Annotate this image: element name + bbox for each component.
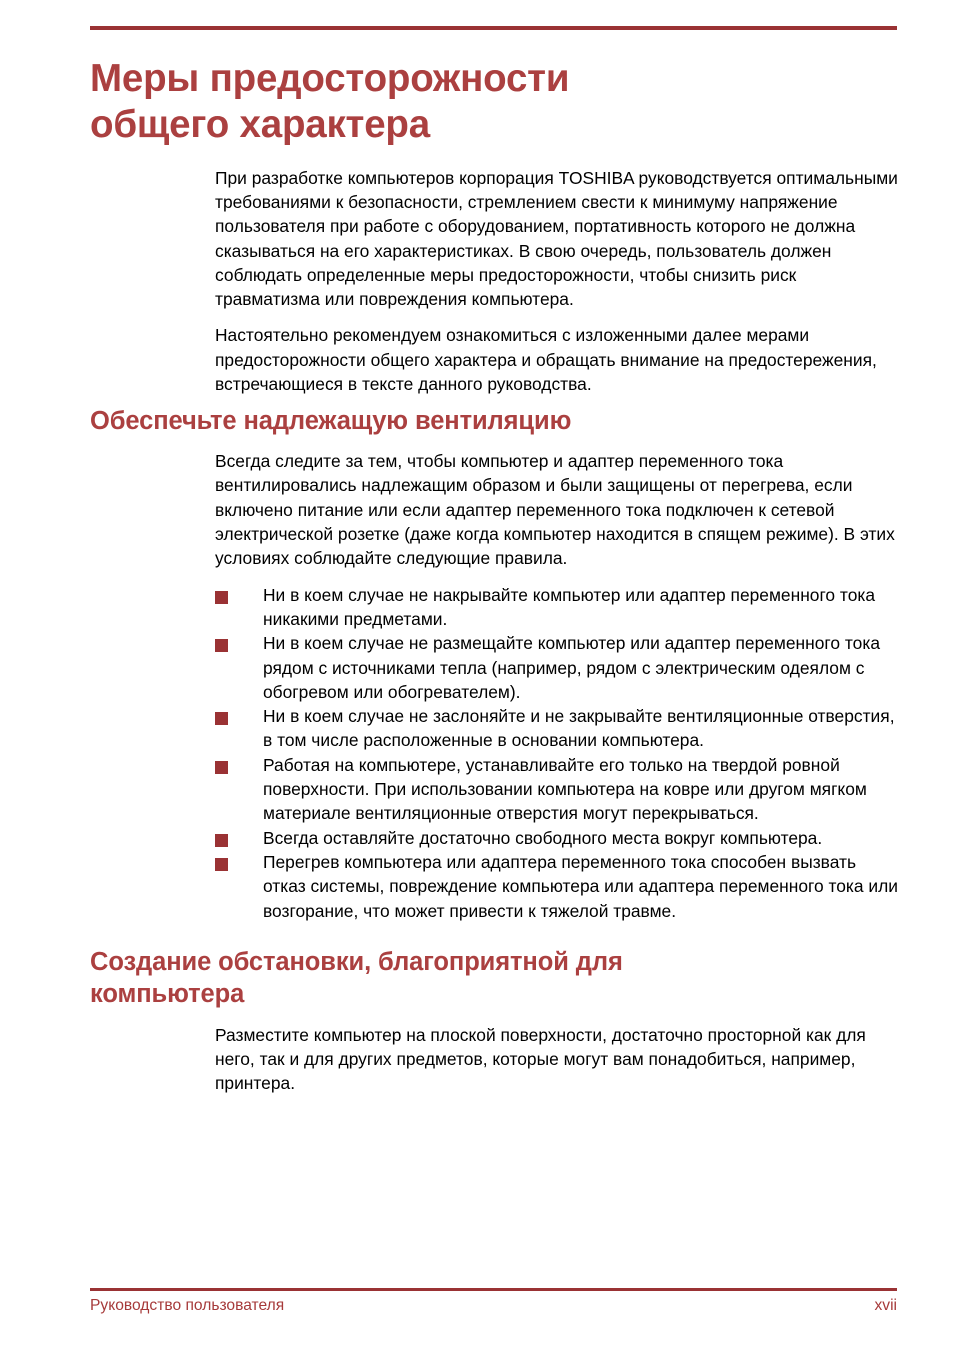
intro-paragraph-1: При разработке компьютеров корпорация TOSHIBA руководствуется оптимальными требованиями к безопасности, стремлением свести к минимуму напряжение пользователя при работе с оборудованием, портативность которого не должна сказываться на его характеристиках. В свою очередь, пользователь должен соблюдать определенные меры предосторожности, чтобы снизить риск травматизма или повреждения компьютера.: [215, 167, 898, 310]
square-bullet-icon: [215, 858, 228, 871]
section-heading-ventilation-line-1: Обеспечьте надлежащую вентиляцию: [90, 407, 572, 436]
list-item-text: Всегда оставляйте достаточно свободного места вокруг компьютера.: [263, 827, 823, 848]
list-item: [215, 631, 900, 704]
section-heading-environment-line-2: компьютера: [90, 979, 245, 1008]
footer-label: Руководство пользователя: [90, 1297, 285, 1314]
square-bullet-icon: [215, 639, 228, 652]
header-rule: [90, 26, 897, 30]
list-item: [215, 753, 900, 826]
page-title-line-2: общего характера: [90, 102, 430, 146]
ventilation-bullet-list: [215, 583, 900, 923]
list-item: [215, 583, 900, 632]
square-bullet-icon: [215, 712, 228, 725]
footer-rule: [90, 1288, 897, 1291]
section-body-ventilation: [215, 449, 900, 923]
intro-paragraph-2: Настоятельно рекомендуем ознакомиться с изложенными далее мерами предосторожности общего характера и обращать внимание на предостережения, встречающиеся в тексте данного руководства.: [215, 325, 877, 394]
page-footer: [90, 1297, 897, 1315]
page-number: xvii: [874, 1297, 897, 1314]
list-item-text: Ни в коем случае не размещайте компьютер или адаптер переменного тока рядом с источниками тепла (например, рядом с электрическим одеялом с обогревом или обогревателем).: [263, 633, 880, 702]
list-item: [215, 826, 900, 850]
list-item-text: Ни в коем случае не накрывайте компьютер или адаптер переменного тока никакими предметами.: [263, 584, 876, 629]
list-item-text: Работая на компьютере, устанавливайте его только на твердой ровной поверхности. При использовании компьютера на ковре или другом мягком материале вентиляционные отверстия могут перекрываться.: [263, 754, 867, 824]
section-paragraph-ventilation-1: Всегда следите за тем, чтобы компьютер и адаптер переменного тока вентилировались надлежащим образом и были защищены от перегрева, если включено питание или если адаптер переменного тока подключен к сетевой электрической розетке (даже когда компьютер находится в спящем режиме). В этих условиях соблюдайте следующие правила.: [215, 451, 895, 569]
section-paragraph-environment-1: Разместите компьютер на плоской поверхности, достаточно просторной как для него, так и для других предметов, которые могут вам понадобиться, например, принтера.: [215, 1024, 866, 1094]
square-bullet-icon: [215, 761, 228, 774]
section-heading-ventilation: [90, 406, 830, 438]
square-bullet-icon: [215, 591, 228, 604]
list-item-text: Перегрев компьютера или адаптера переменного тока способен вызвать отказ системы, повреждение компьютера или адаптера переменного тока или возгорание, что может привести к тяжелой травме.: [263, 851, 898, 921]
list-item-text: Ни в коем случае не заслоняйте и не закрывайте вентиляционные отверстия, в том числе расположенные в основании компьютера.: [263, 706, 895, 751]
page-title-line-1: Меры предосторожности: [90, 57, 570, 100]
section-body-environment: [215, 1023, 900, 1096]
page-title: [90, 56, 750, 148]
page-content: [90, 56, 900, 1095]
section-heading-environment-line-1: Создание обстановки, благоприятной для: [90, 947, 623, 976]
section-heading-environment: [90, 947, 830, 1011]
intro-block: [215, 166, 900, 397]
list-item: [215, 850, 900, 923]
square-bullet-icon: [215, 834, 228, 847]
list-item: [215, 704, 900, 753]
